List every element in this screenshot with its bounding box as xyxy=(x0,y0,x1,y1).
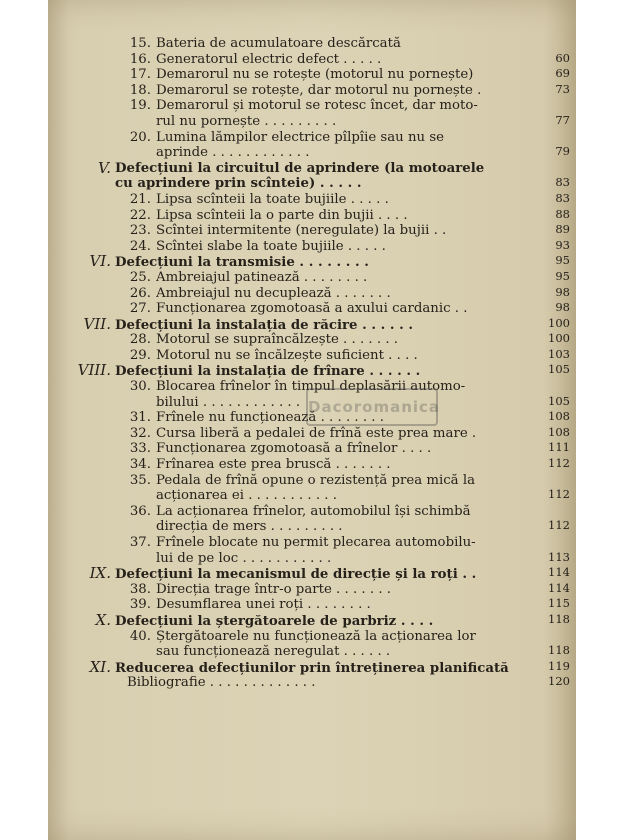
toc-number: X. xyxy=(95,610,111,629)
toc-title: Demarorul se rotește, dar motorul nu pornește . xyxy=(156,82,482,98)
toc-entry xyxy=(48,675,576,691)
toc-entry xyxy=(48,192,576,208)
toc-title: Ambreiajul patinează . . . . . . . . xyxy=(156,269,368,285)
toc-page-number: 115 xyxy=(548,596,570,611)
toc-section xyxy=(48,254,576,270)
toc-entry xyxy=(48,286,576,302)
toc-title: Defecțiuni la instalația de frînare . . . . . . xyxy=(115,364,421,380)
toc-page-number: 77 xyxy=(555,112,570,127)
toc-page-number: 113 xyxy=(548,549,570,564)
toc-entry xyxy=(48,332,576,348)
toc-page-number: 119 xyxy=(548,658,570,673)
toc-number: 40. xyxy=(129,628,151,644)
toc-page-number: 105 xyxy=(548,362,570,377)
toc-title: Demarorul nu se rotește (motorul nu pornește) xyxy=(156,67,474,83)
toc-number: 35. xyxy=(129,472,151,488)
toc-page-number: 79 xyxy=(555,144,570,159)
toc-title: Frînele blocate nu permit plecarea automobilu- lui de pe loc . . . . . . . . . . . xyxy=(156,535,476,566)
toc-entry xyxy=(48,270,576,286)
toc-number: 30. xyxy=(129,379,151,395)
toc-number: 39. xyxy=(129,597,151,613)
toc-title: Frînarea este prea bruscă . . . . . . . xyxy=(156,457,391,473)
toc-title: Lumina lămpilor electrice pîlpîie sau nu se aprinde . . . . . . . . . . . . xyxy=(156,129,445,161)
toc-number: VIII. xyxy=(77,361,111,380)
toc-entry xyxy=(48,473,576,504)
toc-page-number: 73 xyxy=(555,81,570,96)
toc-entry xyxy=(48,301,576,317)
toc-number: VI. xyxy=(89,252,111,271)
toc-number: 38. xyxy=(129,581,151,597)
toc-title: Lipsa scînteii la toate bujiile . . . . . xyxy=(156,191,389,207)
toc-number: 31. xyxy=(129,410,151,426)
toc-page-number: 112 xyxy=(548,456,570,471)
toc-title: Scîntei slabe la toate bujiile . . . . . xyxy=(156,238,386,254)
toc-entry xyxy=(48,457,576,473)
toc-title: Motorul nu se încălzește suficient . . . . xyxy=(156,347,418,363)
toc-entry xyxy=(48,597,576,613)
toc-title: La acționarea frînelor, automobilul își schimbă direcția de mers . . . . . . . . . xyxy=(156,503,471,535)
toc-page-number: 114 xyxy=(548,580,570,595)
toc-title: Cursa liberă a pedalei de frînă este prea mare . xyxy=(156,425,477,441)
toc-page-number: 95 xyxy=(555,253,570,268)
toc-section xyxy=(48,610,576,629)
toc-title: Ambreiajul nu decuplează . . . . . . . xyxy=(156,285,391,301)
toc-number: 22. xyxy=(129,207,151,223)
toc-entry xyxy=(48,582,576,598)
toc-number: 18. xyxy=(129,82,151,98)
toc-number: 23. xyxy=(129,223,151,239)
toc-page-number: 108 xyxy=(548,409,570,424)
toc-page-number: 69 xyxy=(555,66,570,81)
toc-title: Funcționarea zgomotoasă a frînelor . . . . xyxy=(156,441,432,457)
toc-page-number: 118 xyxy=(548,643,570,658)
toc-number: 21. xyxy=(129,191,151,207)
table-of-contents xyxy=(48,36,576,691)
toc-number: 28. xyxy=(129,332,151,348)
toc-title: Defecțiuni la instalația de răcire . . . . . . xyxy=(115,317,414,333)
toc-title: Lipsa scînteii la o parte din bujii . . . . xyxy=(156,207,408,223)
toc-entry xyxy=(48,130,576,161)
toc-section xyxy=(48,657,576,676)
toc-number: 32. xyxy=(129,425,151,441)
toc-section xyxy=(48,566,576,582)
toc-title: Bateria de acumulatoare descărcată xyxy=(156,36,401,51)
toc-number: 34. xyxy=(129,457,151,473)
toc-title: Blocarea frînelor în timpul deplasării automo- bilului . . . . . . . . . . . . xyxy=(156,379,466,410)
toc-page-number: 100 xyxy=(548,315,570,330)
toc-number: 27. xyxy=(129,301,151,317)
toc-title: Motorul se supraîncălzește . . . . . . . xyxy=(156,332,398,348)
toc-title: Bibliografie . . . . . . . . . . . . . xyxy=(127,675,316,691)
toc-page-number: 100 xyxy=(548,331,570,346)
toc-entry xyxy=(48,67,576,83)
toc-page-number: 98 xyxy=(555,300,570,315)
toc-page-number: 95 xyxy=(555,268,570,283)
watermark-stamp: Dacoromanica xyxy=(306,388,438,426)
toc-title: Ștergătoarele nu funcționează la acționarea lor sau funcționează neregulat . . . . . . xyxy=(156,628,476,660)
toc-entry xyxy=(48,52,576,68)
toc-number: 19. xyxy=(129,98,151,114)
toc-page-number: 88 xyxy=(555,206,570,221)
toc-page-number: 112 xyxy=(548,518,570,533)
toc-page-number: 83 xyxy=(555,175,570,190)
toc-title: Defecțiuni la circuitul de aprindere (la motoarele cu aprindere prin scînteie) . . . . . xyxy=(115,160,485,192)
toc-title: Reducerea defecțiunilor prin întreținerea planificată xyxy=(115,660,509,676)
toc-number: IX. xyxy=(89,564,111,583)
toc-number: VII. xyxy=(83,314,111,333)
toc-number: 25. xyxy=(129,269,151,285)
toc-section xyxy=(48,314,576,333)
toc-title: Scîntei intermitente (neregulate) la bujii . . xyxy=(156,223,447,239)
toc-section xyxy=(48,363,576,379)
toc-number: 37. xyxy=(129,535,151,550)
toc-entry xyxy=(48,83,576,99)
toc-title: Generatorul electric defect . . . . . xyxy=(156,51,382,67)
toc-number: 33. xyxy=(129,441,151,457)
toc-page-number: 111 xyxy=(548,440,570,455)
toc-entry xyxy=(48,535,576,566)
toc-page-number: 120 xyxy=(548,674,570,689)
toc-number: 20. xyxy=(129,129,151,145)
toc-number: 29. xyxy=(129,347,151,363)
toc-page-number: 108 xyxy=(548,424,570,439)
toc-title: Defecțiuni la mecanismul de direcție și la roți . . xyxy=(115,567,477,583)
toc-number: 26. xyxy=(129,285,151,301)
toc-entry xyxy=(48,441,576,457)
toc-page-number: 60 xyxy=(555,50,570,65)
toc-title: Desumflarea unei roți . . . . . . . . xyxy=(156,597,371,613)
toc-title: Direcția trage într-o parte . . . . . . . xyxy=(156,581,391,597)
toc-number: 17. xyxy=(129,67,151,83)
toc-entry xyxy=(48,239,576,255)
toc-title: Funcționarea zgomotoasă a axului cardanic . . xyxy=(156,301,468,317)
toc-page-number: 89 xyxy=(555,222,570,237)
toc-title: Defecțiuni la transmisie . . . . . . . . xyxy=(115,255,369,271)
toc-number: 15. xyxy=(129,36,151,51)
toc-entry xyxy=(48,348,576,364)
toc-entry xyxy=(48,223,576,239)
toc-page-number: 93 xyxy=(555,237,570,252)
toc-section xyxy=(48,158,576,192)
toc-entry xyxy=(48,629,576,660)
book-page xyxy=(48,0,576,840)
toc-entry xyxy=(48,426,576,442)
toc-entry xyxy=(48,208,576,224)
toc-title: Frînele nu funcționează . . . . . . . . xyxy=(156,410,384,426)
toc-page-number: 83 xyxy=(555,190,570,205)
toc-title: Defecțiuni la ștergătoarele de parbriz . . . . xyxy=(115,613,434,629)
toc-entry xyxy=(48,98,576,129)
toc-page-number: 103 xyxy=(548,346,570,361)
toc-page-number: 98 xyxy=(555,284,570,299)
toc-entry xyxy=(48,36,576,52)
toc-page-number: 118 xyxy=(548,611,570,626)
toc-page-number: 105 xyxy=(548,393,570,408)
toc-number: 24. xyxy=(129,238,151,254)
toc-number: V. xyxy=(98,158,111,177)
toc-title: Pedala de frînă opune o rezistență prea mică la acționarea ei . . . . . . . . . . . xyxy=(156,472,476,504)
toc-number: 36. xyxy=(129,503,151,519)
toc-page-number: 112 xyxy=(548,487,570,502)
toc-number: 16. xyxy=(129,51,151,67)
toc-page-number: 114 xyxy=(548,565,570,580)
toc-number: XI. xyxy=(89,657,111,676)
toc-entry xyxy=(48,504,576,535)
toc-title: Demarorul și motorul se rotesc încet, dar moto- rul nu pornește . . . . . . . . . xyxy=(156,98,478,129)
